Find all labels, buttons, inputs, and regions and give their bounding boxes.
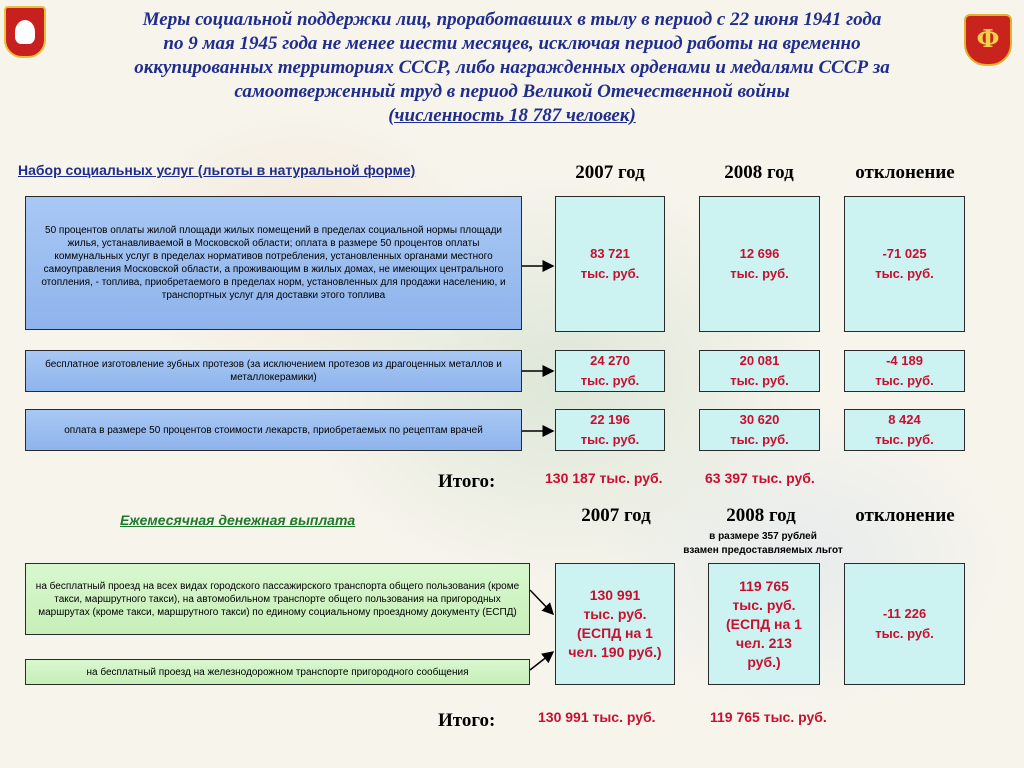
- value-amount: 30 620: [739, 412, 780, 427]
- title-line: оккупированных территориях СССР, либо награжденных орденами и медалями СССР за: [134, 57, 890, 78]
- value-unit: тыс. руб.: [580, 373, 640, 388]
- value-amount: 20 081: [739, 353, 780, 368]
- total-label: Итого:: [438, 710, 496, 731]
- total-2007: 130 187 тыс. руб.: [545, 470, 663, 486]
- column-header-deviation: отклонение: [855, 162, 955, 183]
- total-label: Итого:: [438, 471, 496, 492]
- arrow-icon: [530, 652, 553, 670]
- total-2007: 130 991 тыс. руб.: [538, 709, 656, 725]
- benefit-description-dental: бесплатное изготовление зубных протезов (за исключением протезов из драгоценных металлов и металлокерамики): [25, 350, 522, 392]
- value-line: (ЕСПД на 1: [577, 625, 653, 641]
- value-amount: 83 721: [590, 246, 630, 261]
- value-unit: тыс. руб.: [875, 266, 934, 281]
- column-header-2008: 2008 год: [724, 162, 794, 183]
- value-unit: тыс. руб.: [730, 432, 789, 447]
- value-line: руб.): [747, 653, 781, 670]
- benefit-description-city-transport: на бесплатный проезд на всех видах городского пассажирского транспорта общего пользования (кроме такси, маршрутного такси), на автомобильном транспорте общего пользования на пригородных маршрутах (кроме такси, маршрутного такси) по единому социальному проездному документу (ЕСПД): [25, 563, 530, 635]
- section-heading-monthly-payment: Ежемесячная денежная выплата: [120, 512, 356, 528]
- total-2008: 119 765 тыс. руб.: [710, 709, 827, 725]
- note-line: в размере 357 рублей: [709, 531, 817, 542]
- value-unit: тыс. руб.: [875, 626, 934, 641]
- value-line: чел. 213: [736, 634, 792, 651]
- value-amount: -4 189: [886, 353, 923, 368]
- value-line: 130 991: [589, 587, 641, 603]
- value-line: 119 765: [739, 577, 789, 594]
- column-header-2008: 2008 год: [726, 505, 796, 526]
- value-amount: 12 696: [739, 246, 780, 261]
- title-line: Меры социальной поддержки лиц, проработавших в тылу в период с 22 июня 1941 года: [142, 9, 882, 30]
- column-header-2007: 2007 год: [575, 162, 645, 183]
- value-unit: тыс. руб.: [730, 266, 789, 281]
- section-heading-in-kind-benefits: Набор социальных услуг (льготы в натуральной форме): [18, 162, 416, 178]
- value-amount: -71 025: [882, 246, 927, 261]
- note-line: взамен предоставляемых льгот: [683, 545, 843, 556]
- value-unit: тыс. руб.: [875, 373, 934, 388]
- value-unit: тыс. руб.: [580, 266, 640, 281]
- value-line: тыс. руб.: [732, 596, 796, 613]
- value-line: чел. 190 руб.): [568, 644, 662, 660]
- benefit-description-medicines: оплата в размере 50 процентов стоимости лекарств, приобретаемых по рецептам врачей: [25, 409, 522, 451]
- value-unit: тыс. руб.: [875, 432, 934, 447]
- benefit-description-railway: на бесплатный проезд на железнодорожном транспорте пригородного сообщения: [25, 659, 530, 685]
- value-amount: 8 424: [888, 412, 921, 427]
- value-line: тыс. руб.: [583, 606, 647, 622]
- value-unit: тыс. руб.: [580, 432, 640, 447]
- value-amount: 22 196: [590, 412, 630, 427]
- title-line: по 9 мая 1945 года не менее шести месяцев, исключая период работы на временно: [163, 33, 861, 54]
- social-fund-emblem-icon: Ф: [958, 6, 1014, 66]
- benefit-description-housing: 50 процентов оплаты жилой площади жилых помещений в пределах социальной нормы площади жилья, устанавливаемой в Московской области; оплата в размере 50 процентов оплаты коммунальных услуг в пределах нормативов потребления, установленных органами местного самоуправления Московской области, а проживающим в жилых домах, не имеющих центрального отопления, - топлива, приобретаемого в пределах норм, установленных для продажи населению, и транспортных услуг для доставки этого топлива: [25, 196, 522, 330]
- value-unit: тыс. руб.: [730, 373, 789, 388]
- column-header-2007: 2007 год: [581, 505, 651, 526]
- title-headcount: (численность 18 787 человек): [388, 105, 636, 126]
- title-line: самоотверженный труд в период Великой Отечественной войны: [234, 81, 790, 102]
- column-header-deviation: отклонение: [855, 505, 955, 526]
- value-line: (ЕСПД на 1: [726, 615, 802, 632]
- total-2008: 63 397 тыс. руб.: [705, 470, 815, 486]
- arrow-icon: [530, 590, 553, 614]
- value-amount: -11 226: [882, 606, 927, 621]
- value-amount: 24 270: [590, 353, 630, 368]
